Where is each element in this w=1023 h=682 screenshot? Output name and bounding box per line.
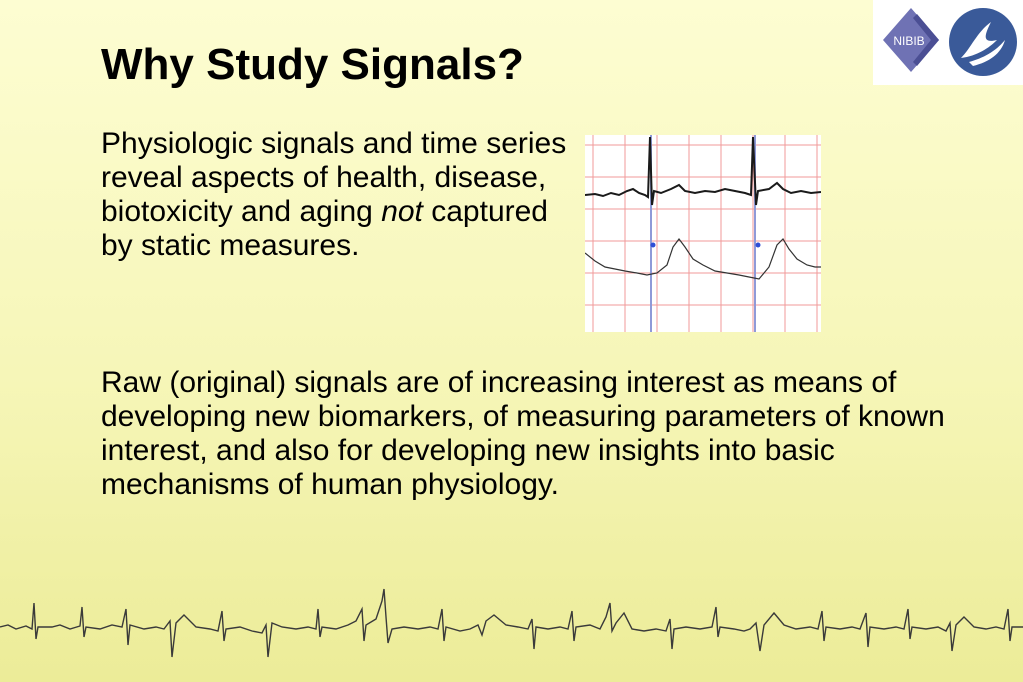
hhs-logo: [949, 8, 1017, 76]
slide-title: Why Study Signals?: [101, 40, 524, 89]
ecg-grid: [585, 135, 821, 332]
beat-dot-1: [651, 243, 656, 248]
nibib-logo-text: NIBIB: [893, 34, 925, 48]
ecg-plot: [585, 135, 821, 332]
intro-paragraph: [101, 127, 571, 263]
nibib-logo: [883, 8, 939, 72]
beat-dot-2: [756, 243, 761, 248]
beat-markers: [651, 135, 755, 332]
intro-text-end: captured by static measures.: [101, 195, 548, 262]
raw-signals-paragraph: Raw (original) signals are of increasing interest as means of developing new biomarkers, of measuring parameters of known interest, and also for developing new insights into basic mechanisms of human physiology.: [101, 366, 945, 501]
ecg-trace: [585, 137, 821, 205]
decorative-ecg-strip: [0, 585, 1023, 675]
ecg-figure: [585, 135, 821, 332]
decorative-ecg-trace: [0, 585, 1023, 675]
logo-area: [873, 0, 1023, 85]
emphasis-word: not: [381, 195, 423, 228]
logos-graphic: [873, 0, 1023, 85]
intro-text-start: Physiologic signals and time series reveal aspects of health, disease, biotoxicity and aging: [101, 127, 567, 228]
